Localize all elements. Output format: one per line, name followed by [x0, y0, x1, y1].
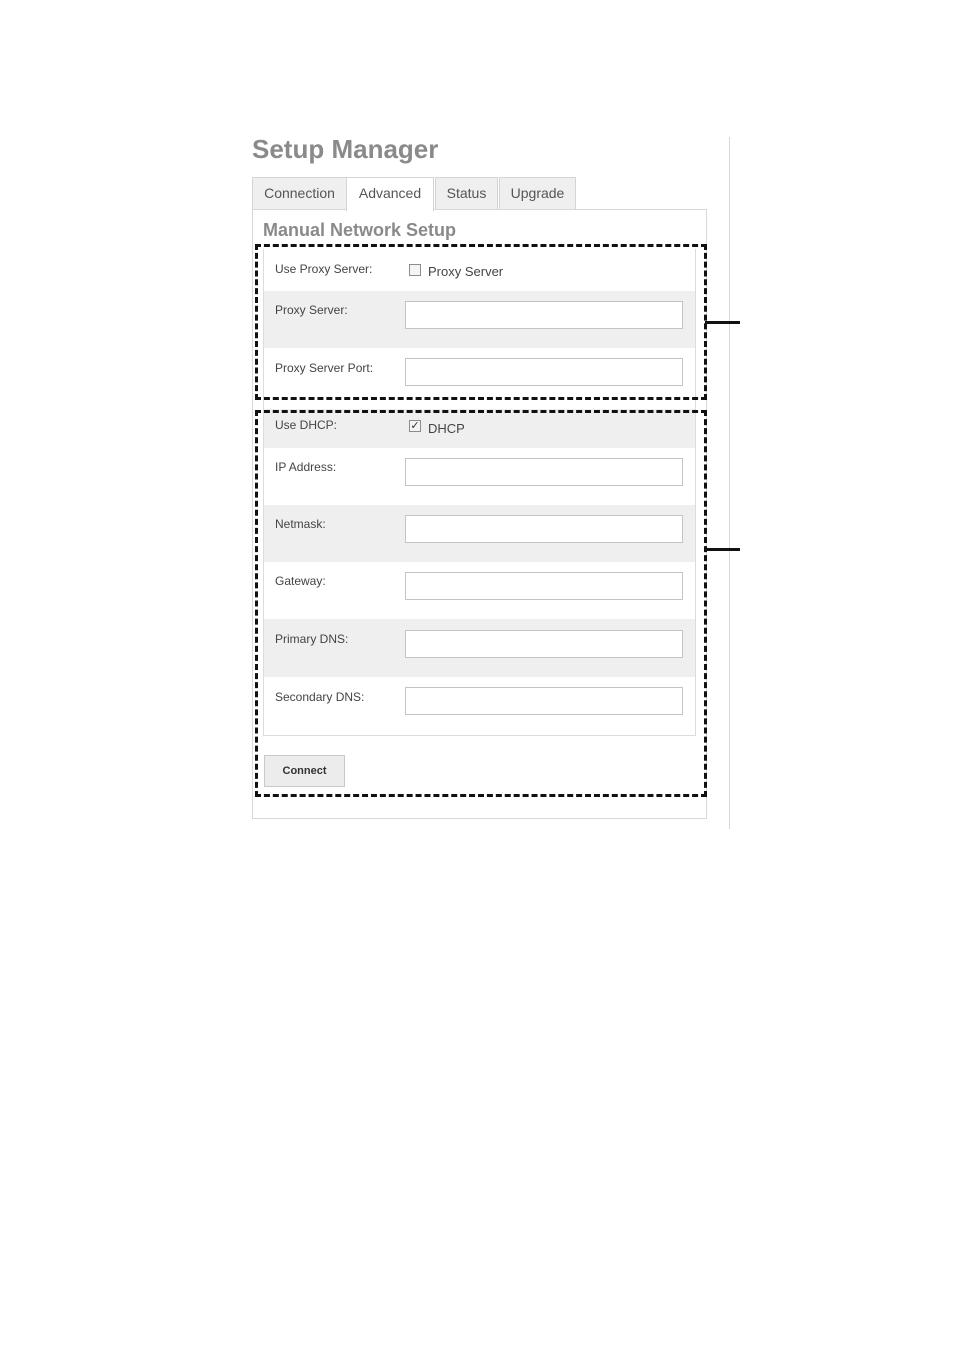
use-proxy-label: Use Proxy Server:: [275, 262, 373, 276]
dhcp-callout-line: [705, 548, 740, 551]
proxy-callout-line: [705, 321, 740, 324]
gateway-label: Gateway:: [275, 574, 326, 588]
tab-status[interactable]: Status: [435, 177, 498, 209]
dhcp-callout-box: [255, 410, 707, 797]
page-title: Setup Manager: [252, 134, 439, 164]
tab-upgrade[interactable]: Upgrade: [499, 177, 576, 209]
proxy-server-checkbox-label: Proxy Server: [428, 264, 504, 279]
proxy-port-label: Proxy Server Port:: [275, 361, 374, 375]
netmask-label: Netmask:: [275, 517, 326, 531]
proxy-callout-box: [255, 244, 707, 400]
connect-button[interactable]: Connect: [264, 755, 345, 787]
dhcp-checkbox-label: DHCP: [428, 421, 465, 436]
dhcp-checkbox[interactable]: ✓: [410, 420, 420, 432]
tab-connection[interactable]: Connection: [252, 177, 347, 209]
tab-advanced[interactable]: Advanced: [346, 177, 434, 211]
section-title: Manual Network Setup: [263, 220, 457, 240]
secondary-dns-label: Secondary DNS:: [275, 690, 365, 704]
page-divider: [729, 137, 730, 829]
ip-address-label: IP Address:: [275, 460, 337, 474]
proxy-server-label: Proxy Server:: [275, 303, 348, 317]
primary-dns-label: Primary DNS:: [275, 632, 349, 646]
use-dhcp-label: Use DHCP:: [275, 418, 338, 432]
